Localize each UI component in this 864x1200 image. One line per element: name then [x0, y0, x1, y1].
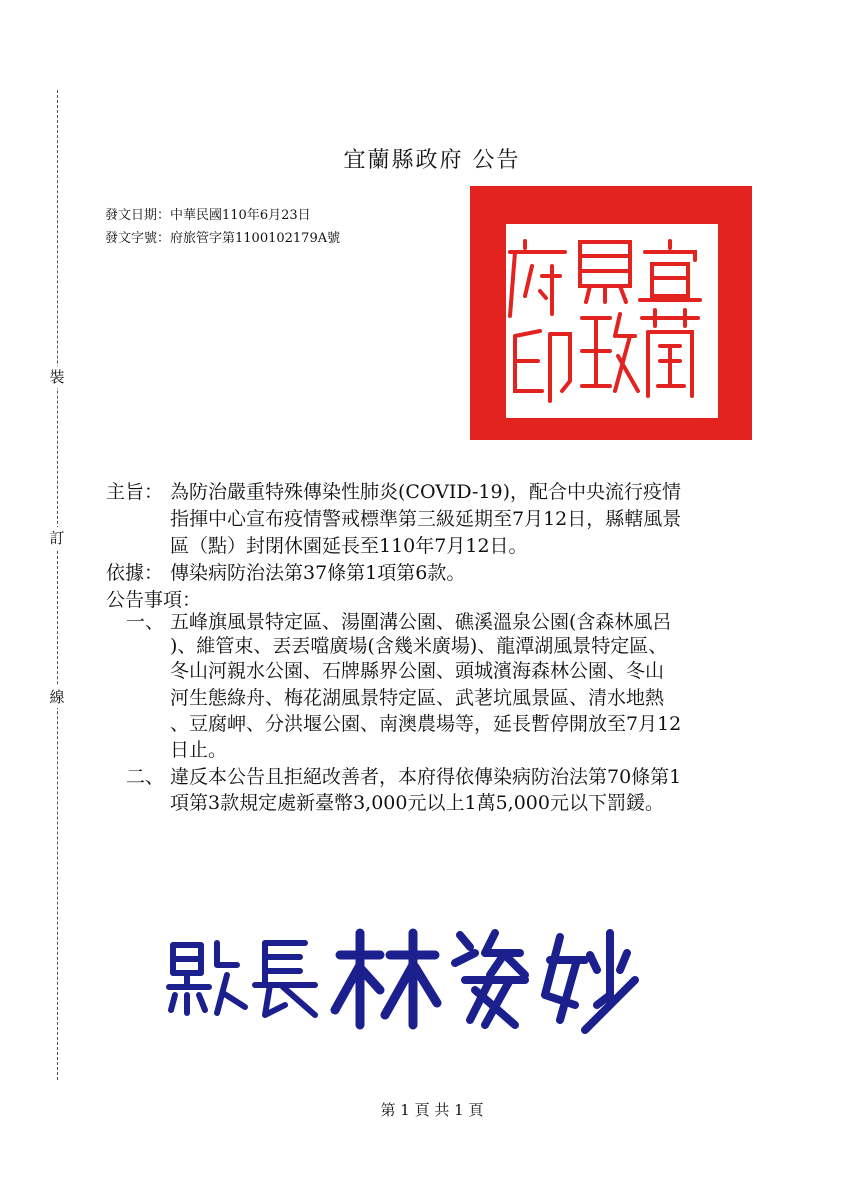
binding-char-ding: 訂 [46, 527, 68, 549]
issue-date: 發文日期：中華民國110年6月23日 [105, 208, 311, 223]
item-line: 日止。 [170, 739, 228, 761]
subject-line: 區（點）封閉休園延長至110年7月12日。 [170, 535, 528, 557]
page-title: 宜蘭縣政府 公告 [343, 148, 521, 173]
item-line: 冬山河親水公園、石牌縣界公園、頭城濱海森林公園、冬山 [170, 660, 665, 682]
document-number: 發文字號：府旅管字第1100102179A號 [105, 231, 341, 246]
item-number: 二、 [126, 766, 165, 788]
item-line: 河生態綠舟、梅花湖風景特定區、武荖坑風景區、清水地熱 [170, 687, 665, 709]
page-number: 第 1 頁 共 1 頁 [380, 1101, 484, 1119]
official-seal [470, 186, 752, 440]
item-line: )、維管束、丟丟噹廣場(含幾米廣場)、龍潭湖風景特定區、 [170, 635, 668, 657]
seal-glyphs-icon [470, 186, 752, 440]
item-line: 違反本公告且拒絕改善者，本府得依傳染病防治法第70條第1 [170, 766, 682, 788]
binding-char-xian: 線 [46, 686, 68, 708]
binding-char-zhuang: 裝 [46, 366, 68, 388]
items-header: 公告事項： [106, 589, 202, 611]
item-line: 項第3款規定處新臺幣3,000元以上1萬5,000元以下罰鍰。 [170, 792, 664, 814]
basis-text: 傳染病防治法第37條第1項第6款。 [170, 562, 466, 584]
item-line: 五峰旗風景特定區、湯圍溝公園、礁溪溫泉公園(含森林風呂 [170, 611, 672, 633]
binding-margin-line [57, 90, 58, 1080]
subject-line: 為防治嚴重特殊傳染性肺炎(COVID-19)，配合中央流行疫情 [170, 481, 682, 503]
item-line: 、豆腐岬、分洪堰公園、南澳農場等，延長暫停開放至7月12 [170, 713, 682, 735]
subject-label: 主旨： [106, 481, 164, 503]
magistrate-signature [165, 925, 645, 1035]
basis-label: 依據： [106, 562, 164, 584]
subject-line: 指揮中心宣布疫情警戒標準第三級延期至7月12日，縣轄風景 [170, 508, 682, 530]
item-number: 一、 [126, 611, 165, 633]
